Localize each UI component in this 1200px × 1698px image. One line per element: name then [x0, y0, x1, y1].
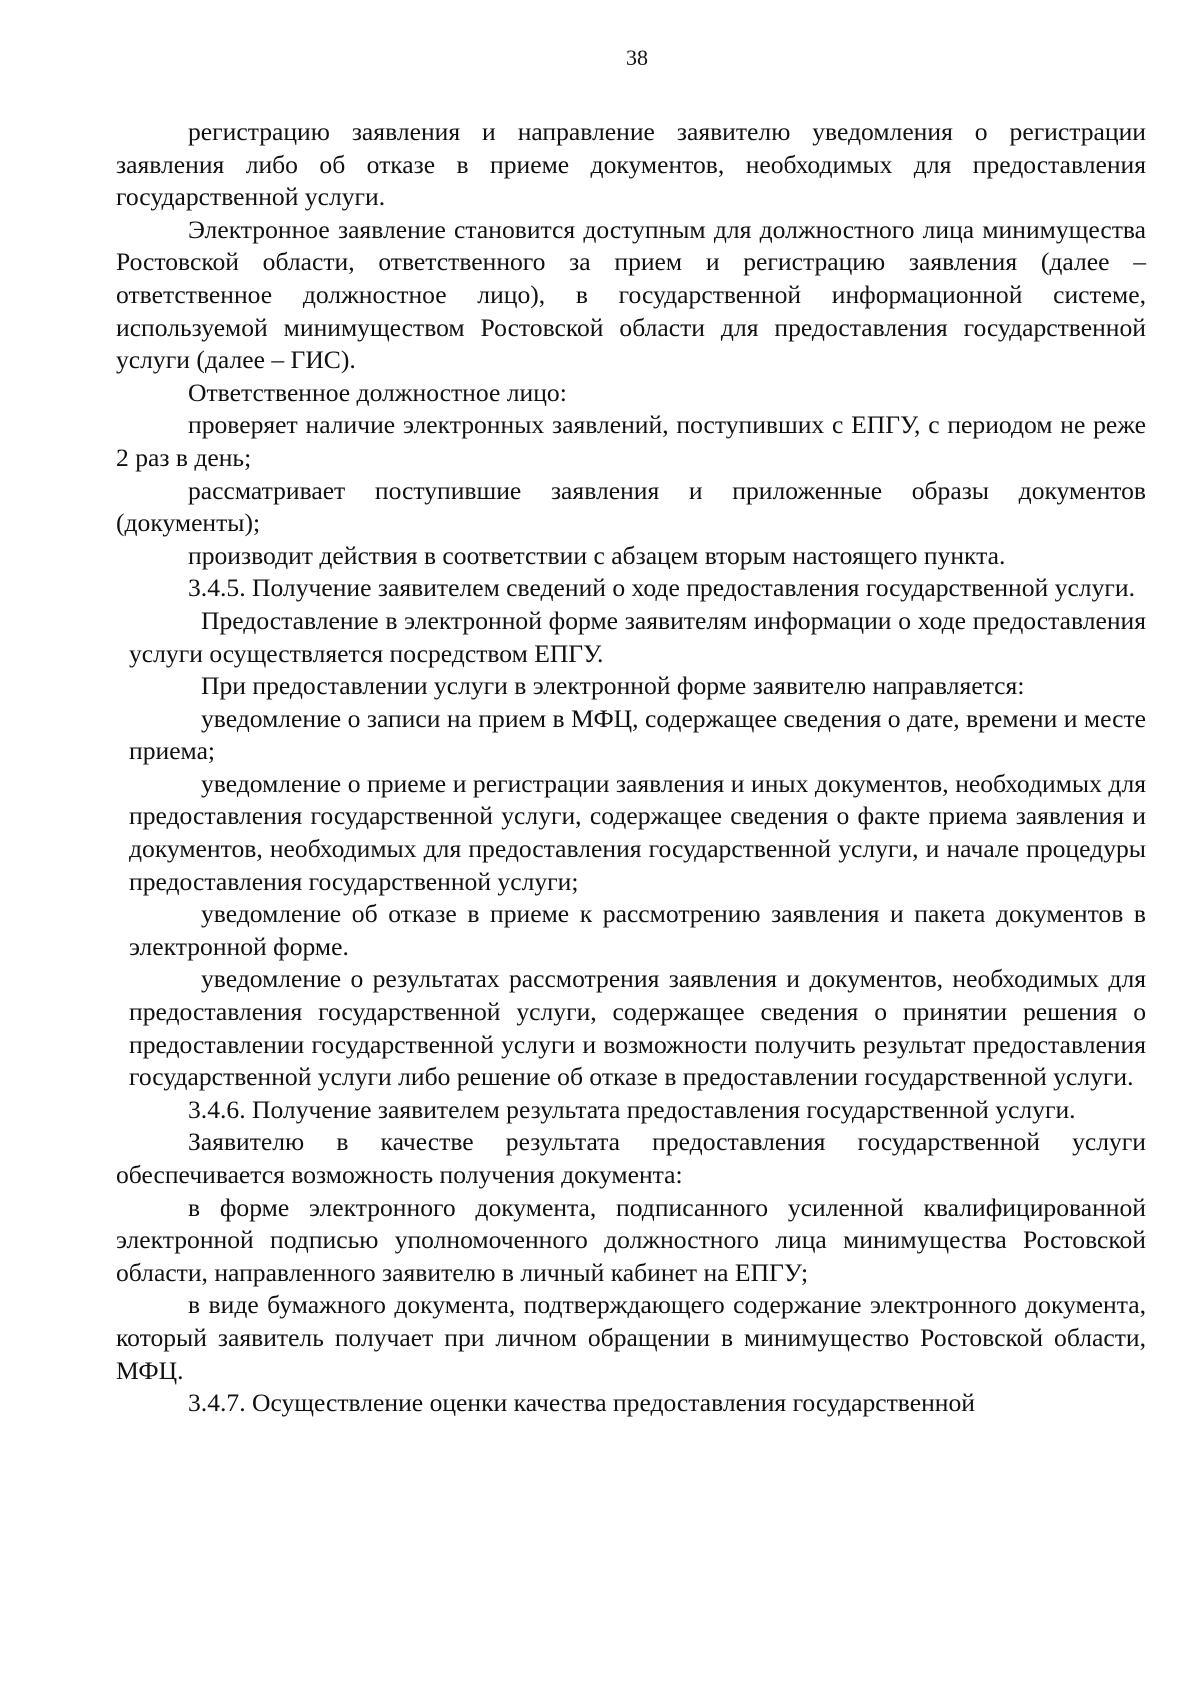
- paragraph: Предоставление в электронной форме заявителям информации о ходе предоставления услуги осуществляется посредством ЕПГУ.: [129, 605, 1146, 668]
- paragraph: проверяет наличие электронных заявлений, поступивших с ЕПГУ, с периодом не реже 2 раз в день;: [116, 410, 1146, 472]
- list-item: уведомление об отказе в приеме к рассмотрению заявления и пакета документов в электронной форме.: [129, 899, 1146, 961]
- paragraph: рассматривает поступившие заявления и приложенные образы документов (документы);: [116, 475, 1146, 538]
- list-item: уведомление о результатах рассмотрения заявления и документов, необходимых для предоставления государственной услуги, содержащее сведения о принятии решения о предоставлении государственной услуги и возможности получить результат предоставления государственной услуги либо решение об отказе в предоставлении государственной услуги.: [129, 964, 1146, 1092]
- paragraph: регистрацию заявления и направление заявителю уведомления о регистрации заявления либо об отказе в приеме документов, необходимых для предоставления государственной услуги.: [116, 117, 1146, 212]
- paragraph: Ответственное должностное лицо:: [188, 377, 567, 407]
- section-heading-3-4-6: 3.4.6. Получение заявителем результата предоставления государственной услуги.: [188, 1094, 1076, 1124]
- paragraph: Электронное заявление становится доступным для должностного лица минимущества Ростовской области, ответственного за прием и регистрацию заявления (далее – ответственное должностное лицо), в государственной информационной системе, используемой минимуществом Ростовской области для предоставления государственной услуги (далее – ГИС).: [116, 214, 1146, 375]
- paragraph: При предоставлении услуги в электронной форме заявителю направляется:: [201, 671, 1025, 701]
- list-item: уведомление о записи на прием в МФЦ, содержащее сведения о дате, времени и месте приема;: [129, 703, 1146, 766]
- list-item: в форме электронного документа, подписанного усиленной квалифицированной электронной подписью уполномоченного должностного лица минимущества Ростовской области, направленного заявителю в личный кабинет на ЕПГУ;: [116, 1192, 1146, 1287]
- paragraph: производит действия в соответствии с абзацем вторым настоящего пункта.: [188, 540, 1006, 570]
- paragraph: Заявителю в качестве результата предоставления государственной услуги обеспечивается возможность получения документа:: [116, 1127, 1146, 1189]
- page-number: 38: [626, 45, 648, 70]
- list-item: в виде бумажного документа, подтверждающего содержание электронного документа, который заявитель получает при личном обращении в минимущество Ростовской области, МФЦ.: [116, 1290, 1146, 1385]
- list-item: уведомление о приеме и регистрации заявления и иных документов, необходимых для предоставления государственной услуги, содержащее сведения о факте приема заявления и документов, необходимых для предоставления государственной услуги, и начале процедуры предоставления государственной услуги;: [129, 768, 1146, 896]
- section-heading-3-4-7: 3.4.7. Осуществление оценки качества предоставления государственной: [188, 1388, 975, 1418]
- document-body: [116, 116, 1146, 1420]
- section-heading-3-4-5: 3.4.5. Получение заявителем сведений о ходе предоставления государственной услуги.: [188, 573, 1135, 603]
